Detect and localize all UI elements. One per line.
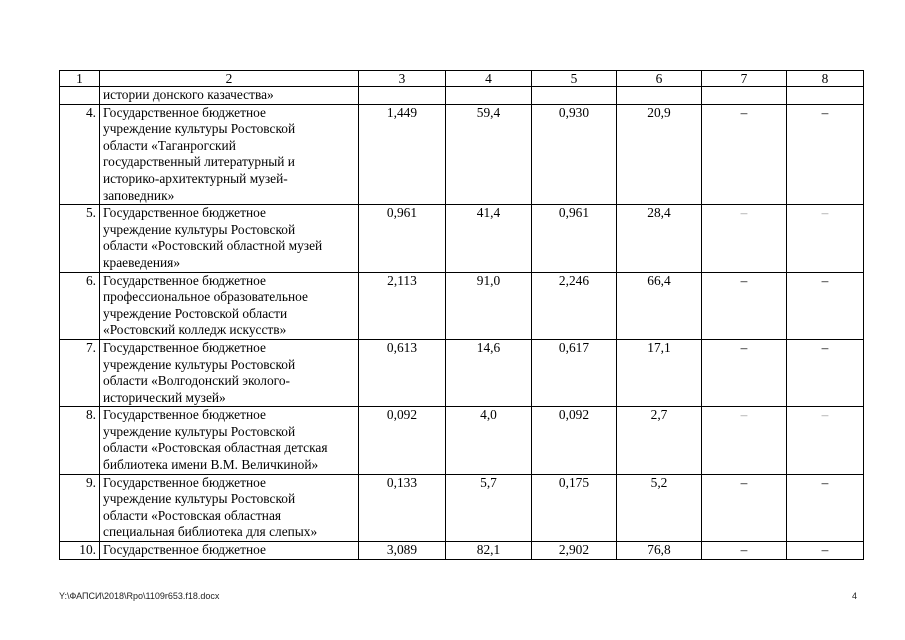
row-number-cell: 4. xyxy=(60,104,100,205)
value-cell: 41,4 xyxy=(446,205,532,272)
value-cell: 0,133 xyxy=(359,474,446,541)
institution-name-line: учреждение Ростовской области xyxy=(103,305,288,321)
row-number-cell: 10. xyxy=(60,542,100,560)
value-cell: 0,930 xyxy=(532,104,617,205)
institution-name-cell xyxy=(100,474,359,541)
institution-name-line: библиотека имени В.М. Величкиной» xyxy=(103,457,319,473)
institution-name-line: Государственное бюджетное xyxy=(103,407,266,423)
institution-name-cell xyxy=(100,104,359,205)
table-header-row xyxy=(60,71,864,87)
dash-cell: – xyxy=(787,474,864,541)
dash-cell: – xyxy=(702,104,787,205)
value-cell xyxy=(359,87,446,105)
institution-name-line: Государственное бюджетное xyxy=(103,542,266,558)
dash-cell: – xyxy=(787,272,864,339)
institution-name-line: области «Ростовская областная xyxy=(103,507,282,523)
value-cell: 20,9 xyxy=(617,104,702,205)
institution-name-cell xyxy=(100,542,359,560)
institution-name-line: государственный литературный и xyxy=(103,154,295,170)
institution-name-line: историко-архитектурный музей- xyxy=(103,170,288,186)
dash-cell: – xyxy=(787,205,864,272)
table-row xyxy=(60,339,864,406)
value-cell: 5,2 xyxy=(617,474,702,541)
footer-page-number: 4 xyxy=(852,591,858,601)
value-cell: 59,4 xyxy=(446,104,532,205)
value-cell: 0,617 xyxy=(532,339,617,406)
row-number-cell: 9. xyxy=(60,474,100,541)
value-cell: 1,449 xyxy=(359,104,446,205)
value-cell: 0,092 xyxy=(359,407,446,474)
dash-cell: – xyxy=(702,407,787,474)
value-cell: 0,613 xyxy=(359,339,446,406)
header-cell: 3 xyxy=(359,71,446,87)
row-number-cell: 5. xyxy=(60,205,100,272)
dash-cell: – xyxy=(787,104,864,205)
row-number-cell: 6. xyxy=(60,272,100,339)
value-cell: 2,7 xyxy=(617,407,702,474)
header-cell: 1 xyxy=(60,71,100,87)
institution-name-cell xyxy=(100,272,359,339)
institution-name-line: заповедник» xyxy=(103,187,175,203)
value-cell: 14,6 xyxy=(446,339,532,406)
value-cell: 2,113 xyxy=(359,272,446,339)
institution-name-line: Государственное бюджетное xyxy=(103,339,266,355)
institution-name-line: области «Таганрогский xyxy=(103,137,236,153)
value-cell: 0,175 xyxy=(532,474,617,541)
table-row-continuation xyxy=(60,87,864,105)
value-cell: 66,4 xyxy=(617,272,702,339)
row-number-cell xyxy=(60,87,100,105)
value-cell: 0,961 xyxy=(359,205,446,272)
institution-name-line: Государственное бюджетное xyxy=(103,272,266,288)
header-cell: 7 xyxy=(702,71,787,87)
dash-cell: – xyxy=(702,272,787,339)
value-cell xyxy=(702,87,787,105)
value-cell: 76,8 xyxy=(617,542,702,560)
institution-name-line: учреждение культуры Ростовской xyxy=(103,491,296,507)
institution-name-line: Государственное бюджетное xyxy=(103,205,266,221)
value-cell: 28,4 xyxy=(617,205,702,272)
institution-name-line: специальная библиотека для слепых» xyxy=(103,524,318,540)
institution-name-line: Государственное бюджетное xyxy=(103,104,266,120)
value-cell: 5,7 xyxy=(446,474,532,541)
value-cell: 17,1 xyxy=(617,339,702,406)
table-row xyxy=(60,542,864,560)
value-cell: 82,1 xyxy=(446,542,532,560)
table-row xyxy=(60,474,864,541)
institution-name-line: учреждение культуры Ростовской xyxy=(103,423,296,439)
institution-name-line: Государственное бюджетное xyxy=(103,474,266,490)
institution-name-line: учреждение культуры Ростовской xyxy=(103,356,296,372)
dash-cell: – xyxy=(702,542,787,560)
value-cell: 0,092 xyxy=(532,407,617,474)
institution-name-line: области «Ростовский областной музей xyxy=(103,238,323,254)
dash-cell: – xyxy=(787,407,864,474)
institution-name-line: области «Волгодонский эколого- xyxy=(103,373,290,389)
dash-cell: – xyxy=(702,339,787,406)
dash-cell: – xyxy=(702,205,787,272)
value-cell: 3,089 xyxy=(359,542,446,560)
dash-cell: – xyxy=(702,474,787,541)
header-cell: 2 xyxy=(100,71,359,87)
data-table xyxy=(59,70,864,560)
header-cell: 4 xyxy=(446,71,532,87)
header-cell: 5 xyxy=(532,71,617,87)
institution-name-line: профессиональное образовательное xyxy=(103,289,308,305)
header-cell: 8 xyxy=(787,71,864,87)
table-row xyxy=(60,205,864,272)
institution-name-cell xyxy=(100,407,359,474)
value-cell: 2,902 xyxy=(532,542,617,560)
header-cell: 6 xyxy=(617,71,702,87)
institution-name-line: учреждение культуры Ростовской xyxy=(103,221,296,237)
row-number-cell: 7. xyxy=(60,339,100,406)
value-cell xyxy=(446,87,532,105)
institution-name-cell xyxy=(100,205,359,272)
dash-cell: – xyxy=(787,542,864,560)
value-cell: 4,0 xyxy=(446,407,532,474)
value-cell: 2,246 xyxy=(532,272,617,339)
value-cell: 91,0 xyxy=(446,272,532,339)
institution-name-line: исторический музей» xyxy=(103,389,226,405)
institution-name-cell xyxy=(100,339,359,406)
value-cell xyxy=(617,87,702,105)
footer-file-path: Y:\ФАПСИ\2018\Rpo\1109r653.f18.docx xyxy=(59,591,220,601)
institution-name-line: «Ростовский колледж искусств» xyxy=(103,322,287,338)
institution-name-line: учреждение культуры Ростовской xyxy=(103,121,296,137)
institution-name-cell: истории донского казачества» xyxy=(100,87,359,105)
value-cell xyxy=(787,87,864,105)
value-cell: 0,961 xyxy=(532,205,617,272)
institution-name-line: краеведения» xyxy=(103,254,181,270)
value-cell xyxy=(532,87,617,105)
dash-cell: – xyxy=(787,339,864,406)
row-number-cell: 8. xyxy=(60,407,100,474)
institution-name-line: области «Ростовская областная детская xyxy=(103,440,328,456)
table-row xyxy=(60,407,864,474)
table-row xyxy=(60,272,864,339)
table-row xyxy=(60,104,864,205)
